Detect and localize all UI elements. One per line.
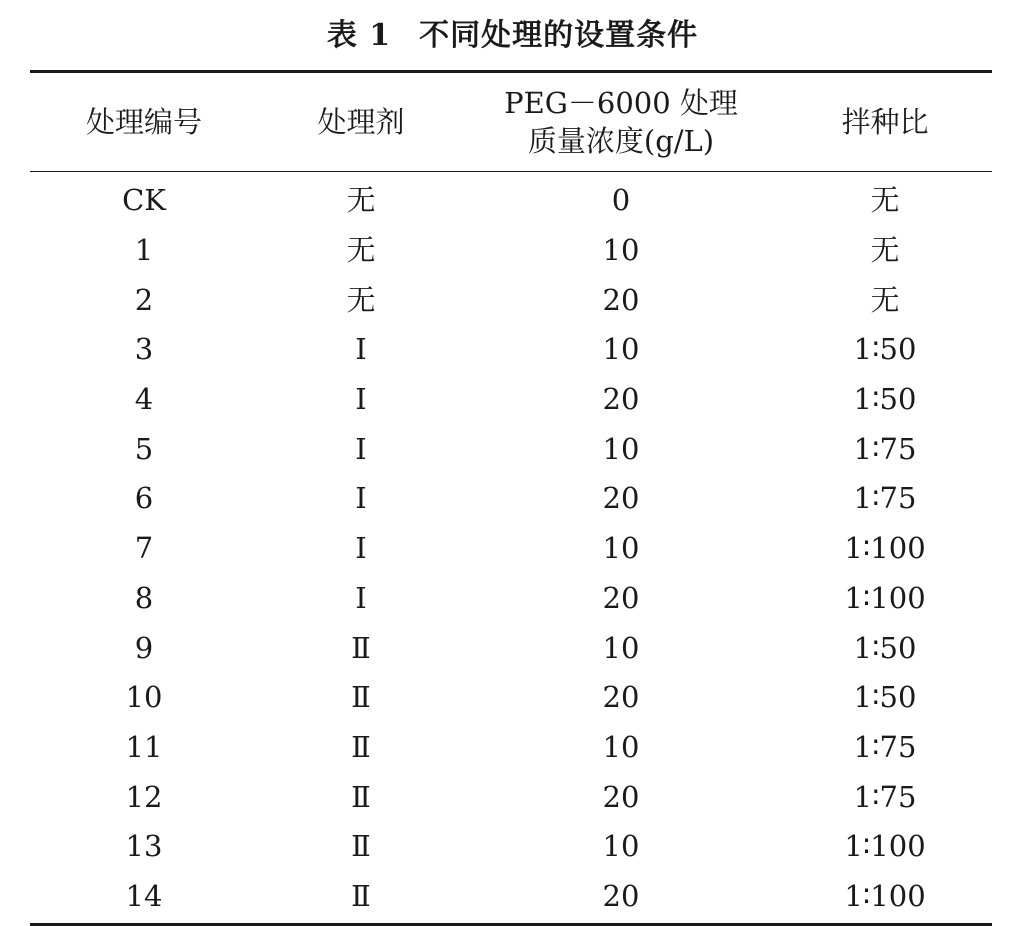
cell-agent: Ⅰ	[355, 580, 367, 615]
table-row	[30, 275, 992, 325]
cell-agent: Ⅱ	[351, 630, 371, 665]
cell-peg-concentration: 20	[602, 878, 640, 913]
table-row	[30, 325, 992, 375]
header-peg-concentration	[464, 72, 778, 172]
cell-peg-concentration: 10	[602, 233, 640, 268]
header-peg-line1: PEG－6000 处理	[504, 86, 738, 120]
cell-treatment-id: 10	[125, 680, 163, 715]
cell-peg-concentration: 10	[602, 729, 640, 764]
cell-agent: Ⅱ	[351, 878, 371, 913]
cell-seed-ratio: 1∶50	[853, 382, 917, 417]
cell-agent: Ⅰ	[355, 382, 367, 417]
cell-seed-ratio: 1∶75	[853, 729, 917, 764]
cell-seed-ratio: 1∶100	[844, 829, 926, 864]
cell-peg-concentration: 20	[602, 481, 640, 516]
cell-treatment-id: 9	[134, 630, 154, 665]
cell-treatment-id: 3	[134, 332, 154, 367]
table-row	[30, 375, 992, 425]
cell-agent: Ⅱ	[351, 779, 371, 814]
cell-treatment-id: 8	[134, 580, 154, 615]
table-row	[30, 673, 992, 723]
cell-treatment-id: 13	[125, 829, 163, 864]
cell-seed-ratio: 1∶100	[844, 580, 926, 615]
cell-treatment-id: 14	[125, 878, 163, 913]
cell-agent: Ⅰ	[355, 481, 367, 516]
header-peg-line2: 质量浓度(g/L)	[527, 124, 715, 158]
cell-agent: 无	[346, 233, 376, 268]
cell-treatment-id: 7	[134, 531, 154, 566]
cell-peg-concentration: 20	[602, 382, 640, 417]
table-row	[30, 623, 992, 673]
table-row	[30, 822, 992, 872]
table-number: 表 1	[326, 18, 392, 53]
cell-peg-concentration: 20	[602, 580, 640, 615]
cell-treatment-id: 4	[134, 382, 154, 417]
table-row	[30, 772, 992, 822]
table-row	[30, 872, 992, 925]
table-row	[30, 574, 992, 624]
cell-seed-ratio: 1∶75	[853, 431, 917, 466]
cell-peg-concentration: 10	[602, 431, 640, 466]
cell-agent: Ⅱ	[351, 729, 371, 764]
cell-peg-concentration: 20	[602, 282, 640, 317]
cell-seed-ratio: 1∶100	[844, 878, 926, 913]
cell-seed-ratio: 1∶75	[853, 481, 917, 516]
cell-treatment-id: 11	[125, 729, 163, 764]
cell-seed-ratio: 无	[870, 233, 900, 268]
cell-peg-concentration: 10	[602, 531, 640, 566]
cell-treatment-id: 6	[134, 481, 154, 516]
cell-agent: 无	[346, 183, 376, 218]
table-row	[30, 172, 992, 226]
cell-seed-ratio: 无	[870, 183, 900, 218]
cell-agent: Ⅱ	[351, 829, 371, 864]
cell-treatment-id: 12	[125, 779, 163, 814]
cell-peg-concentration: 0	[611, 183, 631, 218]
cell-peg-concentration: 20	[602, 680, 640, 715]
cell-seed-ratio: 1∶75	[853, 779, 917, 814]
cell-peg-concentration: 10	[602, 630, 640, 665]
table-row	[30, 723, 992, 773]
cell-agent: Ⅰ	[355, 431, 367, 466]
cell-seed-ratio: 无	[870, 282, 900, 317]
table-title: 不同处理的设置条件	[419, 18, 699, 53]
cell-seed-ratio: 1∶100	[844, 531, 926, 566]
table-caption	[0, 14, 1025, 58]
cell-seed-ratio: 1∶50	[853, 680, 917, 715]
header-row	[30, 72, 992, 172]
cell-peg-concentration: 20	[602, 779, 640, 814]
table-row	[30, 424, 992, 474]
table-row	[30, 474, 992, 524]
table-row	[30, 524, 992, 574]
cell-agent: Ⅰ	[355, 332, 367, 367]
cell-seed-ratio: 1∶50	[853, 332, 917, 367]
cell-seed-ratio: 1∶50	[853, 630, 917, 665]
header-seed-ratio: 拌种比	[778, 72, 992, 172]
header-treatment-id: 处理编号	[30, 72, 258, 172]
cell-treatment-id: 1	[134, 233, 154, 268]
cell-agent: Ⅰ	[355, 531, 367, 566]
table-body	[30, 172, 992, 925]
treatment-conditions-table	[30, 70, 992, 926]
cell-treatment-id: 5	[134, 431, 154, 466]
cell-agent: 无	[346, 282, 376, 317]
header-agent: 处理剂	[258, 72, 464, 172]
cell-agent: Ⅱ	[351, 680, 371, 715]
cell-peg-concentration: 10	[602, 829, 640, 864]
cell-treatment-id: CK	[122, 183, 166, 218]
cell-peg-concentration: 10	[602, 332, 640, 367]
table-row	[30, 226, 992, 276]
cell-treatment-id: 2	[134, 282, 154, 317]
